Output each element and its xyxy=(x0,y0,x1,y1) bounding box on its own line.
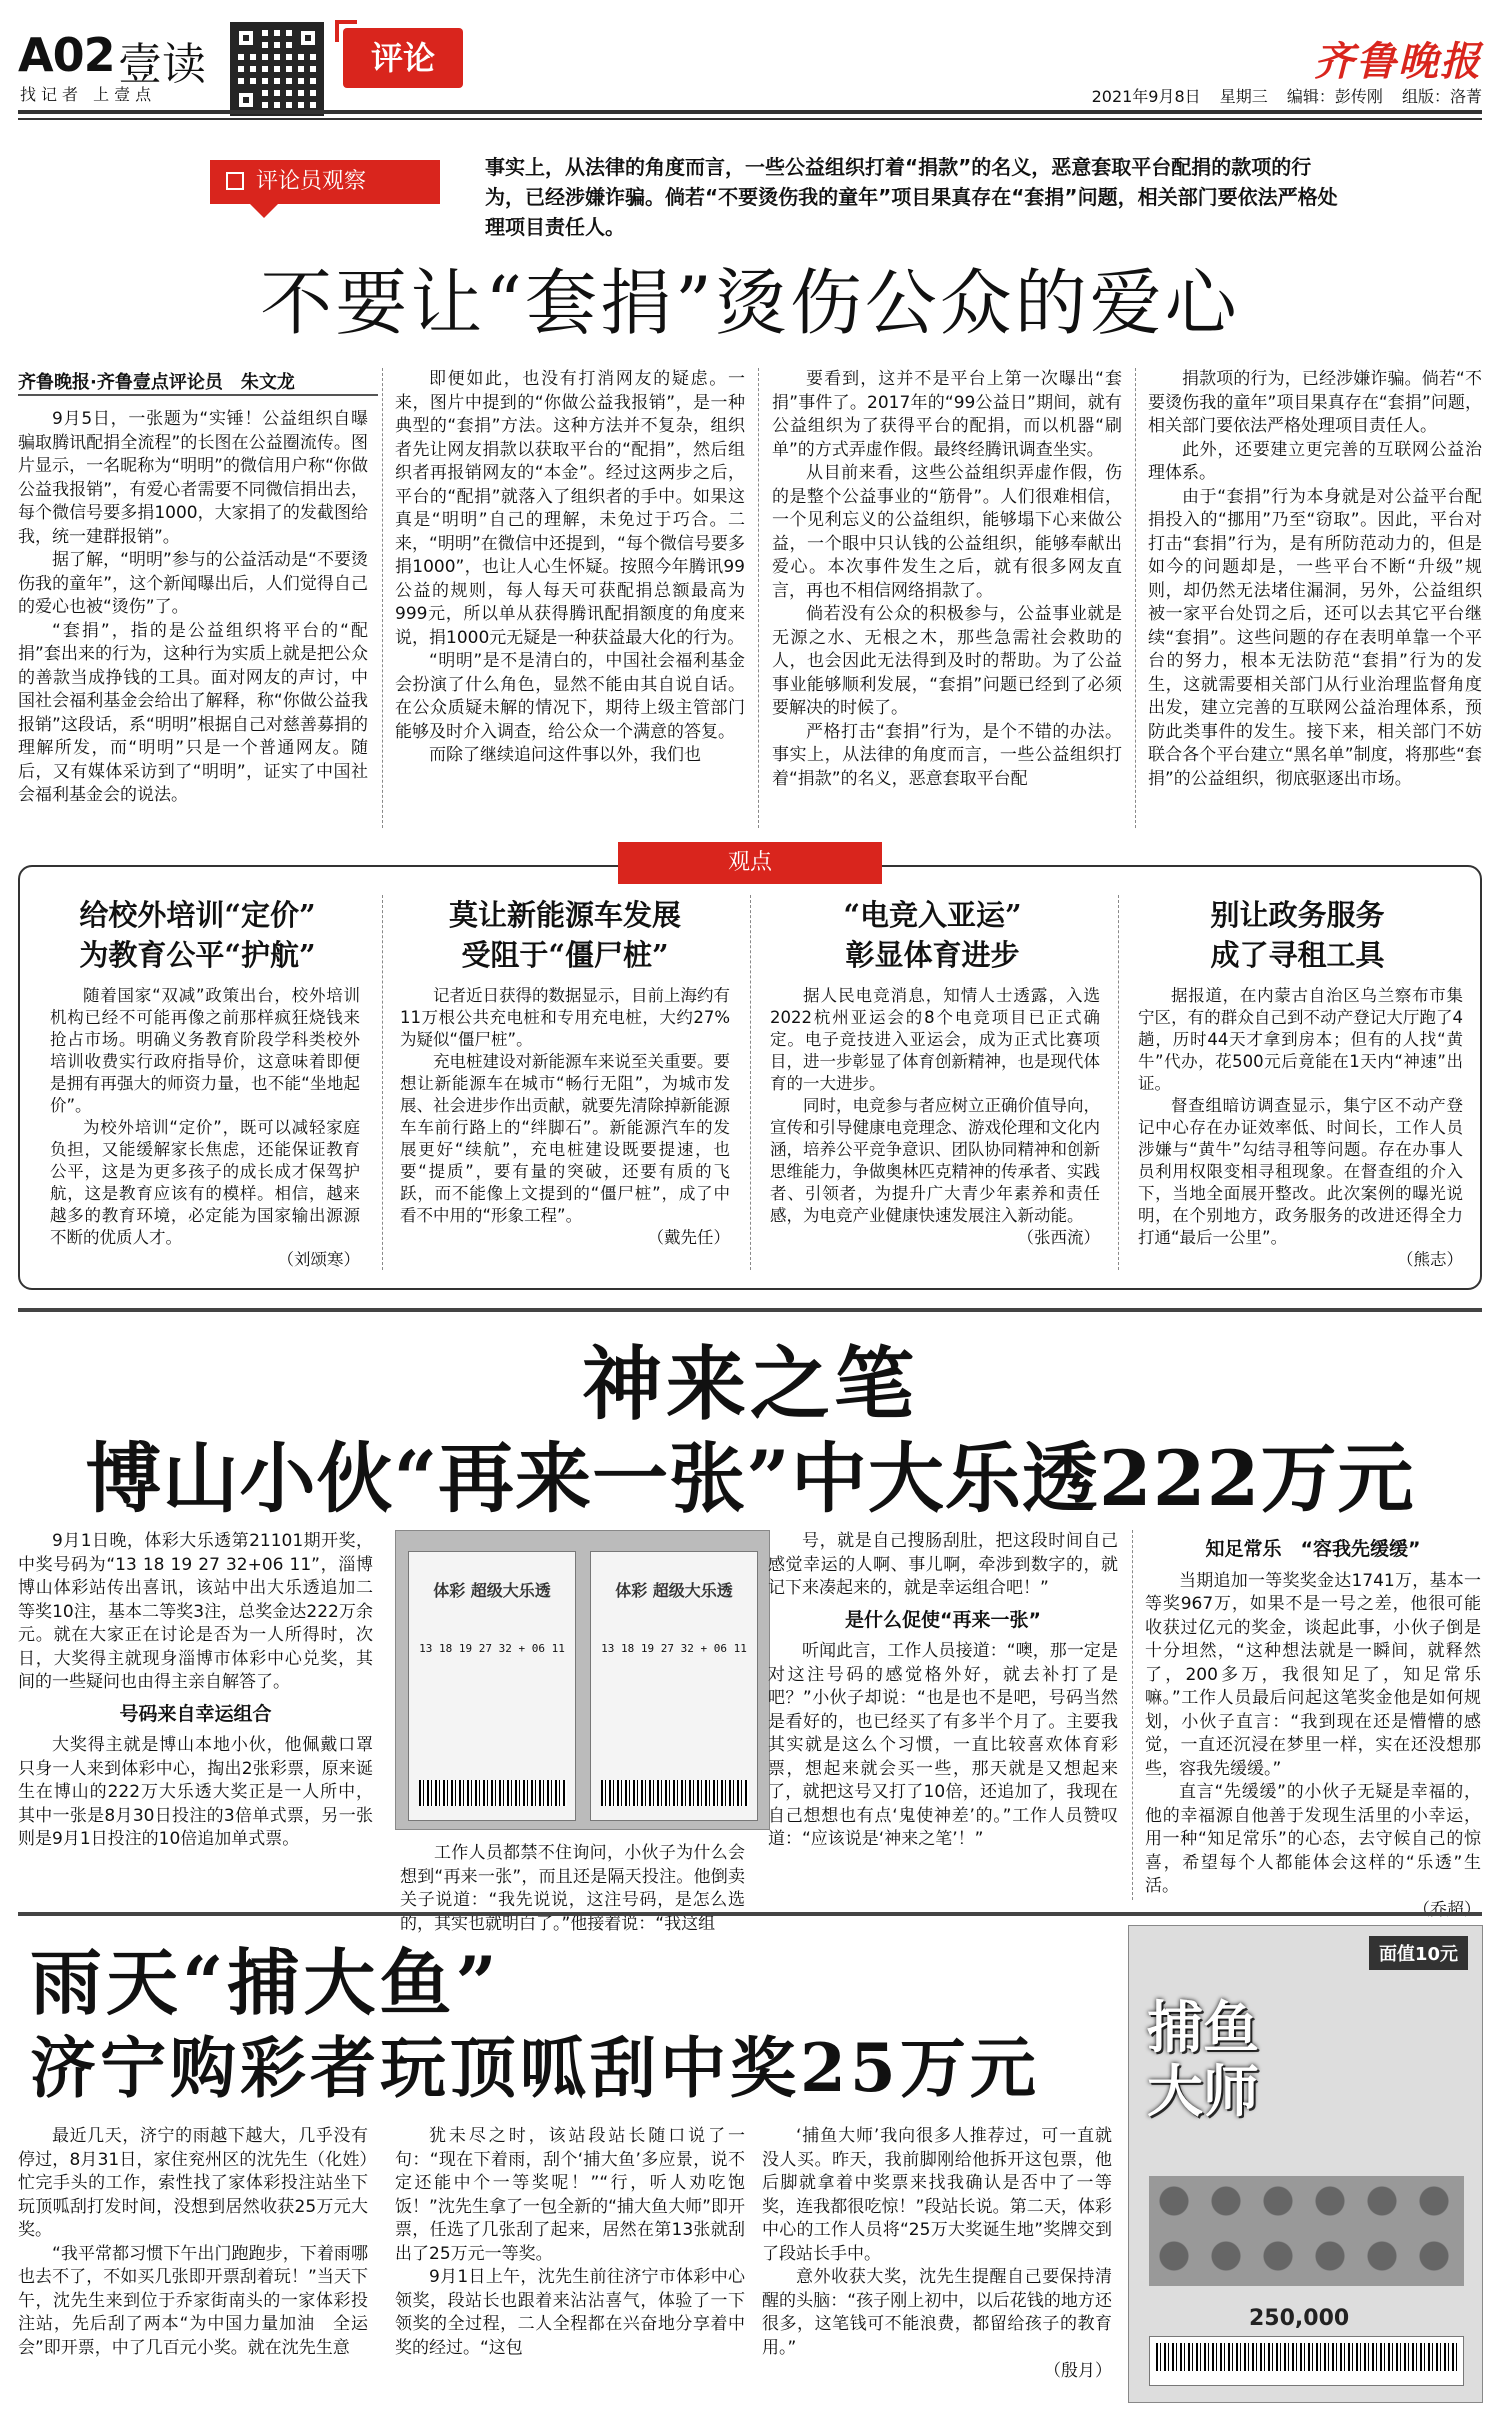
lead-column-1: 9月5日，一张题为“实锤！公益组织自曝骗取腾讯配捐全流程”的长图在公益圈流传。图片显示，一名昵称为“明明”的微信用户称“你做公益我报销”，有爱心者需要不同微信捐出去，每个微信号要多捐1000，大家捐了的发截图给我，统一建群报销”。 据了解，“明明”参与的公益活动是“不要烫伤我的童年”，这个新闻曝出后，人们觉得自己的爱心也被“烫伤”了。 “套捐”，指的是公益组织将平台的“配捐”套出来的行为，这种行为实质上就是把公众的善款当成挣钱的工具。面对网友的声讨，中国社会福利基金会给出了解释，称“你做公益我报销”这段话，系“明明”根据自己对慈善募捐的理解所发，而“明明”只是一个普通网友。随后，又有媒体采访到了“明明”，证实了中国社会福利基金会的说法。 xyxy=(18,409,368,805)
date: 2021年9月8日 xyxy=(1091,87,1201,106)
page-number: A02 xyxy=(18,28,115,82)
column-divider xyxy=(1135,368,1136,828)
column-divider xyxy=(1118,895,1119,1270)
newspaper-logo: 齐鲁晚报 xyxy=(1314,38,1482,85)
dateline xyxy=(1078,84,1482,107)
prize-amount: 250,000 xyxy=(1249,2306,1350,2331)
lottery2-column-3: ‘捕鱼大师’我向很多人推荐过，可一直就没人买。昨天，我前脚刚给他拆开这包票，他后脚就拿着中奖票来找我确认是否中了一等奖，连我都很吃惊！”段站长说。第二天，体彩中心的工作人员将“25万大奖诞生地”奖牌交到了段站长手中。 意外收获大奖，沈先生提醒自己要保持清醒的头脑：“孩子刚上初中，以后花钱的地方还很多，这笔钱可不能浪费，都留给孩子的教育用。” （殷月） xyxy=(762,2126,1112,2381)
masthead xyxy=(18,18,1482,130)
lottery1-column-1: 9月1日晚，体彩大乐透第21101期开奖，中奖号码为“13 18 19 27 32+06 11”，淄博博山体彩站传出喜讯，该站中出大乐透追加二等奖10注，基本二等奖3注，总奖金达222万余元。就在大家正在讨论是否为一人所得时，次日，大奖得主就现身淄博市体彩中心兑奖，其间的一些疑问也由得主亲自解答了。 号码来自幸运组合 大奖得主就是博山本地小伙，他佩戴口罩只身一人来到体彩中心，掏出2张彩票，原来诞生在博山的222万大乐透大奖正是一人所中，其中一张是8月30日投注的3倍单式票，另一张则是9月1日投注的10倍追加单式票。 xyxy=(18,1531,373,1849)
lottery2-headline-2: 济宁购彩者玩顶呱刮中奖25万元 xyxy=(30,2029,1040,2107)
barcode-icon xyxy=(419,1780,567,1806)
lottery-ticket: 体彩 超级大乐透 13 18 19 27 32 + 06 11 xyxy=(408,1551,576,1821)
lead-column-4: 捐款项的行为，已经涉嫌诈骗。倘若“不要烫伤我的童年”项目果真存在“套捐”问题，相关部门要依法严格处理项目责任人。 此外，还要建立更完善的互联网公益治理体系。 由于“套捐”行为本身就是对公益平台配捐投入的“挪用”乃至“窃取”。因此，平台对打击“套捐”行为，是有所防范动力的，但是如今的问题却是，一些平台不断“升级”规则，却仍然无法堵住漏洞，另外，公益组织被一家平台处罚之后，还可以去其它平台继续“套捐”。这些问题的存在表明单靠一个平台的努力，根本无法防范“套捐”行为的发生，这就需要相关部门从行业治理监督角度出发，建立完善的互联网公益治理体系，预防此类事件的发生。接下来，相关部门不妨联合各个平台建立“黑名单”制度，将那些“套捐”的公益组织，彻底驱逐出市场。 xyxy=(1148,369,1482,789)
column-divider xyxy=(758,368,759,828)
editor: 编辑：彭传刚 xyxy=(1286,87,1383,106)
opinion-tag: 观点 xyxy=(618,842,882,884)
column-divider xyxy=(1132,1530,1133,1900)
face-value-badge: 面值10元 xyxy=(1369,1936,1468,1970)
lottery-tickets-photo xyxy=(395,1530,770,1830)
masthead-rule xyxy=(18,110,1482,120)
scratch-card-image xyxy=(1128,1925,1483,2403)
lead-headline: 不要让“套捐”烫伤公众的爱心 xyxy=(260,261,1240,345)
scratch-card-footer xyxy=(1149,2336,1464,2386)
lead-kicker: 评论员观察 xyxy=(210,160,440,204)
lottery2-column-1: 最近几天，济宁的雨越下越大，几乎没有停过，8月31日，家住兖州区的沈先生（化姓）忙完手头的工作，索性找了家体彩投注站坐下玩顶呱刮打发时间，没想到居然收获25万元大奖。 “我平常都习惯下午出门跑跑步，下着雨哪也去不了，不如买几张即开票刮着玩！”当天下午，沈先生来到位于乔家街南头的一家体彩投注站，先后刮了两本“为中国力量加油 全运会”即开票，中了几百元小奖。就在沈先生意 xyxy=(18,2126,368,2358)
lottery1-column-3: 号，就是自己搜肠刮肚，把这段时间自己感觉幸运的人啊、事儿啊，牵涉到数字的，就记下来凑起来的，就是幸运组合吧！” 是什么促使“再来一张” 听闻此言，工作人员接道：“噢，那一定是对这注号码的感觉格外好，就去补打了是吧？”小伙子却说：“也是也不是吧，号码当然是看好的，也已经买了有多半个月了。主要我其实就是这么个习惯，一直比较喜欢体育彩票，想起来就会买一些，那天就是又想起来了，就把这号又打了10倍，还追加了，我现在自己想想也有点‘鬼使神差’的。”工作人员赞叹道：“应该说是‘神来之笔’！” xyxy=(768,1531,1118,1849)
opinion-title-2: 莫让新能源车发展 受阻于“僵尸桩” xyxy=(448,898,681,972)
section-rule xyxy=(18,1308,1482,1312)
column-divider xyxy=(382,368,383,828)
opinion-body-4: 据报道，在内蒙古自治区乌兰察布市集宁区，有的群众自己到不动产登记大厅跑了4趟，历时44天才拿到房本；但有的人找“黄牛”代办，花500元后竟能在1天内“神速”出证。 督查组暗访调查显示，集宁区不动产登记中心存在办证效率低、时间长，工作人员涉嫌与“黄牛”勾结寻租等问题。存在办事人员利用权限变相寻租现象。在督查组的介入下，当地全面展开整改。此次案例的曝光说明，在个别地方，政务服务的改进还得全力打通“最后一公里”。 （熊志） xyxy=(1138,986,1463,1269)
opinion-title-1: 给校外培训“定价” 为教育公平“护航” xyxy=(79,898,316,972)
lead-byline: 齐鲁晚报·齐鲁壹点评论员 朱文龙 xyxy=(18,372,295,393)
lottery1-headline: 博山小伙“再来一张”中大乐透222万元 xyxy=(85,1434,1415,1523)
lottery1-kicker: 神来之笔 xyxy=(582,1337,918,1431)
designer: 组版：洛菁 xyxy=(1401,87,1482,106)
section-tag: 评论 xyxy=(343,28,463,88)
opinion-body-1: 随着国家“双减”政策出台，校外培训机构已经不可能再像之前那样疯狂烧钱来抢占市场。明确义务教育阶段学科类校外培训收费实行政府指导价，这意味着即便是拥有再强大的师资力量，也不能“坐地起价”。 为校外培训“定价”，既可以减轻家庭负担，又能缓解家长焦虑，还能保证教育公平，这是为更多孩子的成长成才保驾护航，这是教育应该有的模样。相信，越来越多的教育环境，必定能为国家输出源源不断的优质人才。 （刘颂寒） xyxy=(50,986,360,1269)
section-name: 壹读 xyxy=(118,39,206,90)
opinion-body-2: 记者近日获得的数据显示，目前上海约有11万根公共充电桩和专用充电桩，大约27%为疑似“僵尸桩”。 充电桩建设对新能源车来说至关重要。要想让新能源车在城市“畅行无阻”，为城市发展、社会进步作出贡献，就要先清除掉新能源车车前行路上的“绊脚石”。新能源汽车的发展更好“续航”，充电桩建设既要提速，也要“提质”，要有量的突破，还要有质的飞跃，而不能像上文提到的“僵尸桩”，成了中看不中用的“形象工程”。 （戴先任） xyxy=(400,986,730,1247)
byline-rule xyxy=(18,394,378,396)
opinion-title-4: 别让政务服务 成了寻租工具 xyxy=(1210,898,1385,972)
lead-column-2: 即便如此，也没有打消网友的疑虑。一来，图片中提到的“你做公益我报销”，是一种典型的“套捐”方法。这种方法并不复杂，组织者先让网友捐款以获取平台的“配捐”，然后组织者再报销网友的“本金”。经过这两步之后，平台的“配捐”就落入了组织者的手中。如果这真是“明明”自己的理解，未免过于巧合。二来，“明明”在微信中还提到，“每个微信号要多捐1000”，也让人心生怀疑。按照今年腾讯99公益的规则，每人每天可获配捐总额最高为999元，所以单从获得腾讯配捐额度的角度来说，捐1000元无疑是一种获益最大化的行为。 “明明”是不是清白的，中国社会福利基金会扮演了什么角色，显然不能由其自说自话。在公众质疑未解的情况下，期待上级主管部门能够及时介入调查，给公众一个满意的答复。 而除了继续追问这件事以外，我们也 xyxy=(395,369,745,765)
column-divider xyxy=(750,895,751,1270)
scratch-area xyxy=(1149,2176,1464,2286)
qr-code-icon[interactable] xyxy=(230,22,324,116)
lottery2-column-2: 犹未尽之时，该站段站长随口说了一句：“现在下着雨，刮个‘捕大鱼’多应景，说不定还能中个一等奖呢！”“行，听人劝吃饱饭！”沈先生拿了一包全新的“捕大鱼大师”即开票，任选了几张刮了起来，居然在第13张就刮出了25万元一等奖。 9月1日上午，沈先生前往济宁市体彩中心领奖，段站长也跟着来沾沾喜气，体验了一下领奖的全过程，二人全程都在兴奋地分享着中奖的经过。“这包 xyxy=(395,2126,745,2358)
barcode-icon xyxy=(1156,2343,1457,2371)
opinion-body-3: 据人民电竞消息，知情人士透露，入选2022杭州亚运会的8个电竞项目已正式确定。电子竞技进入亚运会，成为正式比赛项目，进一步彰显了体育创新精神，也是现代体育的一大进步。 同时，电竞参与者应树立正确价值导向，宣传和引导健康电竞理念、游戏伦理和文化内涵，培养公平竞争意识、团队协同精神和创新思维能力，争做奥林匹克精神的传承者、实践者、引领者，为提升广大青少年素养和责任感，为电竞产业健康快速发展注入新动能。 （张西流） xyxy=(770,986,1100,1247)
scratch-card-title: 捕鱼大师 xyxy=(1147,1995,1259,2125)
lottery2-headline-1: 雨天“捕大鱼” xyxy=(30,1940,501,2025)
lottery1-column-2: 工作人员都禁不住询问，小伙子为什么会想到“再来一张”，而且还是隔天投注。他倒卖关子说道：“我先说说，这注号码，是怎么选的，其实也就明白了。”他接着说：“我这组 xyxy=(400,1843,745,1934)
lead-column-3: 要看到，这并不是平台上第一次曝出“套捐”事件了。2017年的“99公益日”期间，就有公益组织为了获得平台的配捐，而以机器“刷单”的方式弄虚作假。最终经腾讯调查坐实。 从目前来看，这些公益组织弄虚作假，伤的是整个公益事业的“筋骨”。人们很难相信，一个见利忘义的公益组织，能够塌下心来做公益，一个眼中只认钱的公益组织，能够奉献出爱心。本次事件发生之后，就有很多网友直言，再也不相信网络捐款了。 倘若没有公众的积极参与，公益事业就是无源之水、无根之木，那些急需社会救助的人，也会因此无法得到及时的帮助。为了公益事业能够顺利发展，“套捐”问题已经到了必须要解决的时候了。 严格打击“套捐”行为，是个不错的办法。事实上，从法律的角度而言，一些公益组织打着“捐款”的名义，恶意套取平台配 xyxy=(772,369,1122,789)
lottery-ticket: 体彩 超级大乐透 13 18 19 27 32 + 06 11 xyxy=(590,1551,758,1821)
weekday: 星期三 xyxy=(1219,87,1268,106)
column-divider xyxy=(382,895,383,1270)
lottery1-column-4: 知足常乐 “容我先缓缓” 当期追加一等奖奖金达1741万，基本一等奖967万，如果不是一号之差，他很可能收获过亿元的奖金，谈起此事，小伙子倒是十分坦然，“这种想法就是一瞬间，就释然了，200多万，我很知足了，知足常乐嘛。”工作人员最后问起这笔奖金他是如何规划，小伙子直言：“我到现在还是懵懵的感觉，一直还沉浸在梦里一样，实在还没想那些，容我先缓缓。” 直言“先缓缓”的小伙子无疑是幸福的，他的幸福源自他善于发现生活里的小幸运，用一种“知足常乐”的心态，去守候自己的惊喜，希望每个人都能体会这样的“乐透”生活。 （乔超） xyxy=(1145,1538,1481,1920)
slogan: 找记者 上壹点 xyxy=(20,85,157,104)
section-rule xyxy=(18,1912,1482,1916)
lead-deck: 事实上，从法律的角度而言，一些公益组织打着“捐款”的名义，恶意套取平台配捐的款项的行为，已经涉嫌诈骗。倘若“不要烫伤我的童年”项目果真存在“套捐”问题，相关部门要依法严格处理项目责任人。 xyxy=(485,155,1338,239)
barcode-icon xyxy=(601,1780,749,1806)
document-icon xyxy=(226,172,244,190)
opinion-title-3: “电竞入亚运” 彰显体育进步 xyxy=(843,898,1022,972)
